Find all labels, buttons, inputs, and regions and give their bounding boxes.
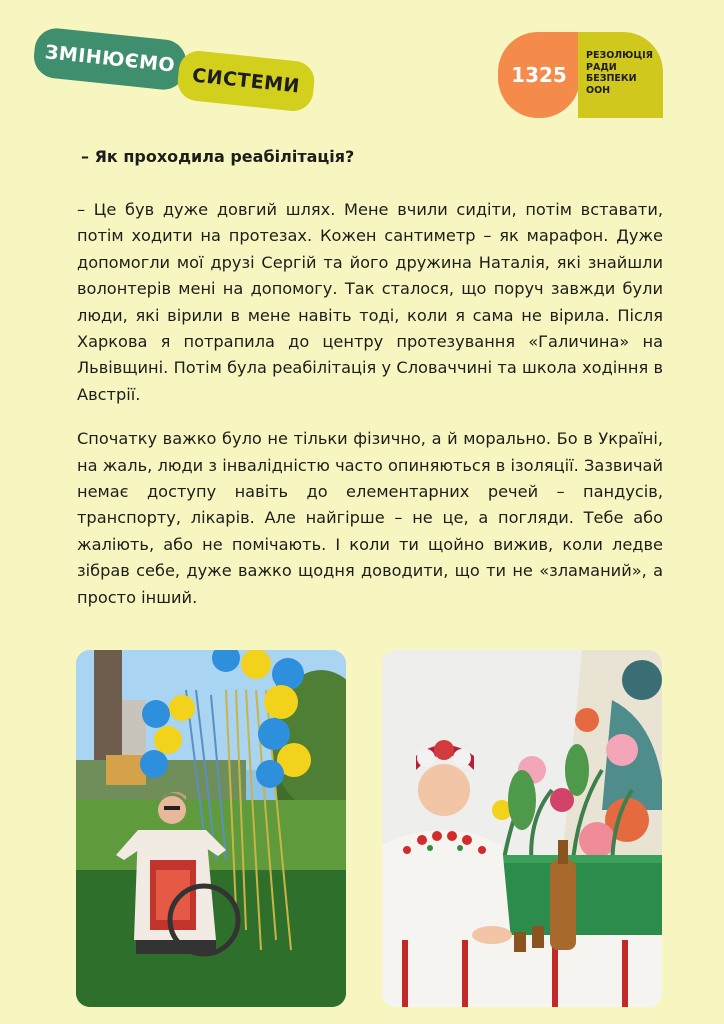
answer-paragraph-1: – Це був дуже довгий шлях. Мене вчили сидіти, потім вставати, потім ходити на протезах. Кожен сантиметр – як марафон. Дуже допомогли мої друзі Сергій та його дружина Наталія, які знайшли волонтерів мені на допомогу. Так сталося, що поруч завжди були люди, які вірили в мене навіть тоді, коли я сама не вірила. Після Харкова я потрапила до центру протезування «Галичина» на Львівщині. Потім була реабілітація у Словаччині та школа ходіння в Австрії. xyxy=(77,200,663,404)
logo-word-systemy: СИСТЕМИ xyxy=(176,49,316,113)
article-body xyxy=(77,145,663,629)
photo-embroidered-shirt xyxy=(382,650,662,1007)
logo-word-zminiuiemo: ЗМІНЮЄМО xyxy=(32,26,188,92)
logo-number: 1325 xyxy=(498,32,580,118)
photo-wheelchair-balloons-image xyxy=(76,650,346,1007)
logo-line-2: РАДИ xyxy=(586,61,617,73)
logo-line-3: БЕЗПЕКИ xyxy=(586,73,637,84)
photo-wheelchair-balloons xyxy=(76,650,346,1007)
campaign-logo xyxy=(30,20,330,130)
logo-line-4: ООН xyxy=(586,84,611,96)
answer-paragraph-2: Спочатку важко було не тільки фізично, а й морально. Бо в Україні, на жаль, люди з інвалідністю часто опиняються в ізоляції. Зазвичай немає доступу навіть до елементарних речей – пандусів, транспорту, лікарів. Але найгірше – не це, а погляди. Тебе або жаліють, або не помічають. І коли ти щойно вижив, коли ледве зібрав себе, дуже важко щодня доводити, що ти не «зламаний», а просто інший. xyxy=(77,429,663,607)
logo-line-1: РЕЗОЛЮЦІЯ xyxy=(586,50,653,61)
interview-question: – Як проходила реабілітація? xyxy=(81,147,355,166)
resolution-1325-logo xyxy=(498,32,663,118)
photo-embroidered-shirt-image xyxy=(382,650,662,1007)
logo-resolution-text xyxy=(578,32,663,118)
